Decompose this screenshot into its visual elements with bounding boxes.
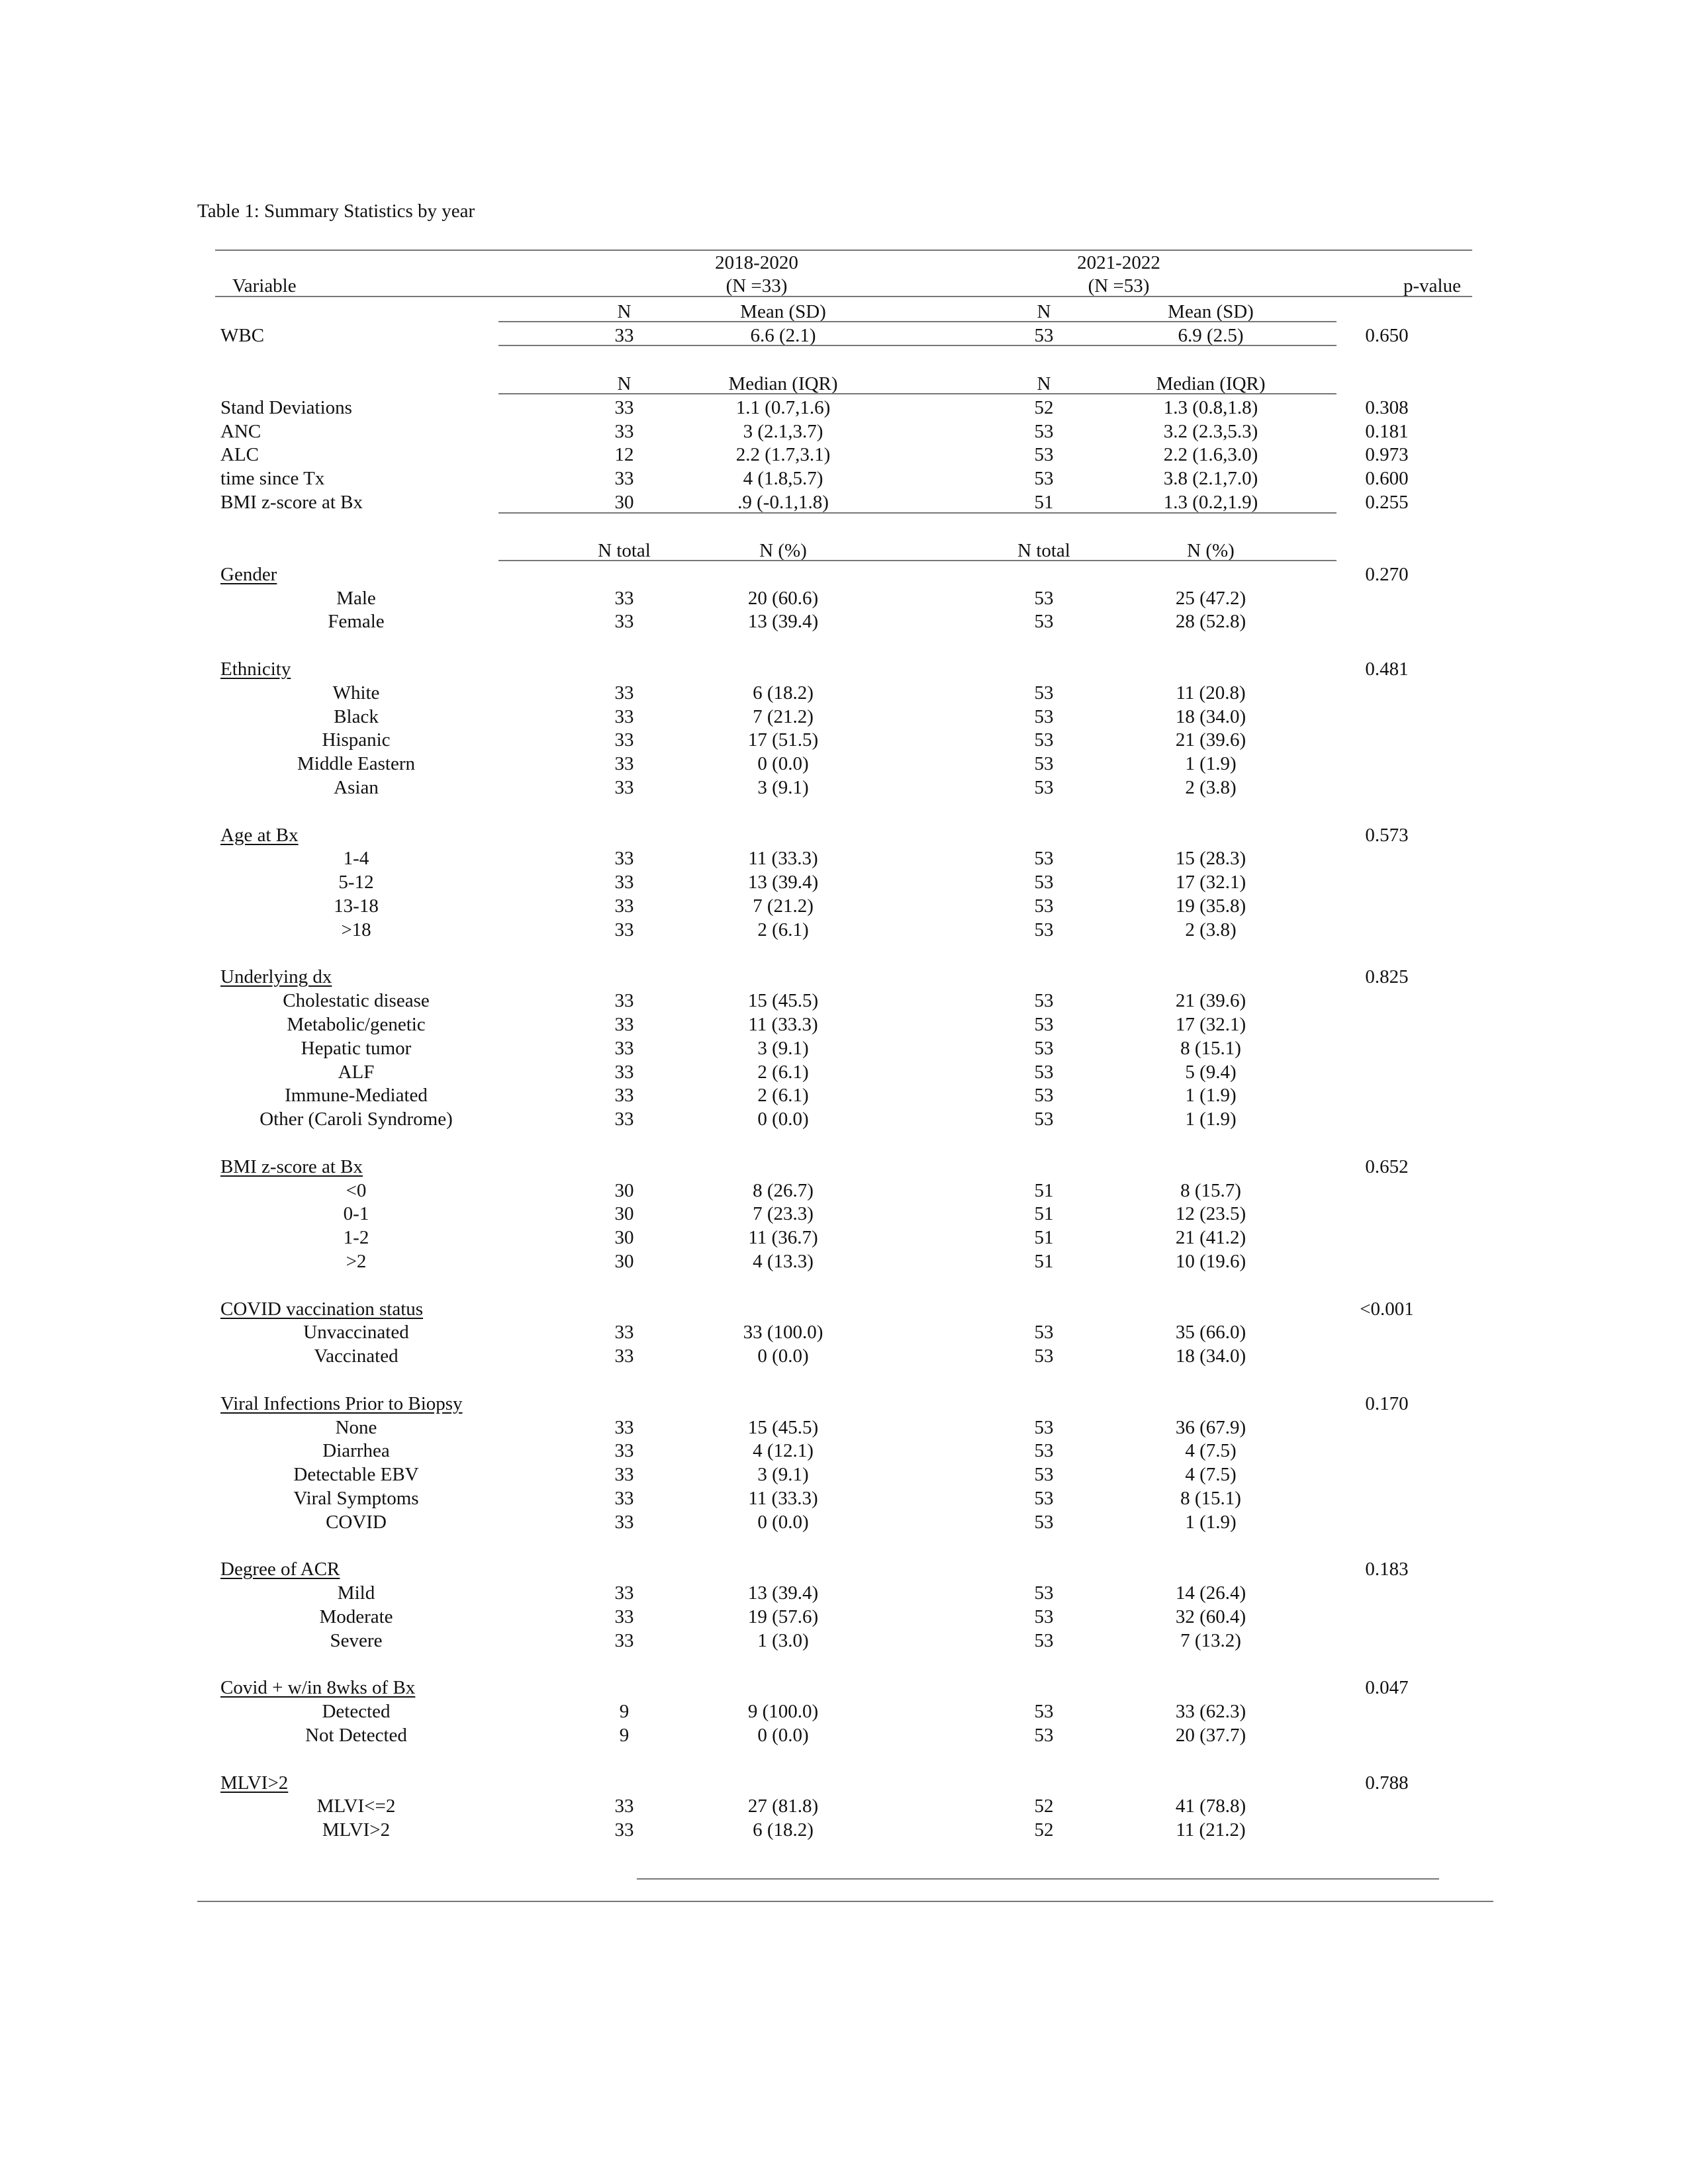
category-level-label: 5-12: [338, 872, 374, 893]
category-level-n2: 53: [1034, 1582, 1054, 1604]
header-group1-n: (N =33): [726, 275, 788, 296]
category-level-value2: 32 (60.4): [1175, 1606, 1246, 1627]
category-level-value1: 9 (100.0): [747, 1701, 819, 1723]
median-row-value2: 3.2 (2.3,5.3): [1163, 420, 1258, 442]
median-header-rule: [498, 393, 1336, 394]
category-level-value2: 21 (39.6): [1175, 729, 1246, 751]
category-level-value1: 7 (21.2): [753, 895, 814, 917]
category-level-n1: 33: [614, 1511, 634, 1533]
category-heading: Underlying dx: [220, 966, 332, 988]
category-pvalue: 0.170: [1365, 1392, 1409, 1414]
category-level-label: Detected: [322, 1701, 391, 1723]
category-level-label: Vaccinated: [314, 1345, 399, 1367]
category-level-label: None: [335, 1416, 377, 1438]
category-level-value1: 19 (57.6): [747, 1606, 819, 1627]
category-level-value1: 4 (12.1): [753, 1440, 814, 1462]
category-level-value2: 2 (3.8): [1185, 777, 1237, 798]
category-level-n1: 33: [614, 753, 634, 775]
category-level-n1: 33: [614, 1488, 634, 1509]
mean-row-n2: 53: [1034, 324, 1054, 346]
category-level-value1: 4 (13.3): [753, 1251, 814, 1272]
category-pvalue: <0.001: [1360, 1298, 1414, 1320]
cat-header-stat1: N (%): [759, 540, 807, 561]
median-row-value2: 2.2 (1.6,3.0): [1163, 444, 1258, 466]
category-level-n2: 53: [1034, 1109, 1054, 1130]
header-variable: Variable: [232, 275, 297, 296]
category-level-label: Metabolic/genetic: [287, 1014, 426, 1035]
cat-header-n1: N total: [598, 540, 651, 561]
category-level-n1: 33: [614, 1109, 634, 1130]
category-level-value2: 33 (62.3): [1175, 1701, 1246, 1723]
cat-header-stat2: N (%): [1187, 540, 1235, 561]
category-level-n1: 33: [614, 587, 634, 609]
category-level-n1: 33: [614, 895, 634, 917]
median-row-n2: 52: [1034, 396, 1054, 418]
category-level-label: 0-1: [343, 1203, 369, 1225]
category-level-value1: 13 (39.4): [747, 611, 819, 633]
median-header-stat1: Median (IQR): [728, 373, 838, 394]
category-level-value2: 8 (15.7): [1180, 1179, 1241, 1201]
category-level-n2: 53: [1034, 705, 1054, 727]
cat-header-n2: N total: [1017, 540, 1070, 561]
category-heading: Degree of ACR: [220, 1559, 340, 1580]
category-level-value2: 12 (23.5): [1175, 1203, 1246, 1225]
category-level-n2: 51: [1034, 1227, 1054, 1249]
category-level-n2: 51: [1034, 1203, 1054, 1225]
category-level-n1: 30: [614, 1251, 634, 1272]
category-level-label: Viral Symptoms: [293, 1488, 419, 1509]
category-level-n2: 53: [1034, 1725, 1054, 1746]
mean-row-pvalue: 0.650: [1365, 324, 1409, 346]
category-level-value1: 8 (26.7): [753, 1179, 814, 1201]
category-level-value1: 0 (0.0): [757, 1109, 809, 1130]
category-level-n2: 53: [1034, 1701, 1054, 1723]
category-level-value2: 15 (28.3): [1175, 848, 1246, 870]
category-level-value2: 18 (34.0): [1175, 1345, 1246, 1367]
median-row-label: BMI z-score at Bx: [220, 492, 363, 513]
category-level-value1: 7 (23.3): [753, 1203, 814, 1225]
category-level-value2: 17 (32.1): [1175, 872, 1246, 893]
category-level-n2: 53: [1034, 1345, 1054, 1367]
category-level-value1: 13 (39.4): [747, 1582, 819, 1604]
category-level-n2: 53: [1034, 777, 1054, 798]
category-heading: Age at Bx: [220, 824, 299, 846]
category-level-label: Unvaccinated: [303, 1322, 409, 1343]
category-level-value2: 41 (78.8): [1175, 1796, 1246, 1817]
category-pvalue: 0.573: [1365, 824, 1409, 846]
median-row-pvalue: 0.600: [1365, 468, 1409, 490]
category-level-label: White: [332, 682, 380, 704]
category-pvalue: 0.270: [1365, 563, 1409, 585]
category-level-label: Other (Caroli Syndrome): [259, 1109, 453, 1130]
category-heading: Covid + w/in 8wks of Bx: [220, 1677, 416, 1699]
category-level-value2: 17 (32.1): [1175, 1014, 1246, 1035]
category-heading: Viral Infections Prior to Biopsy: [220, 1392, 463, 1414]
category-level-value1: 3 (9.1): [757, 1037, 809, 1059]
category-level-n1: 33: [614, 1796, 634, 1817]
category-level-label: Diarrhea: [322, 1440, 390, 1462]
category-level-value2: 8 (15.1): [1180, 1488, 1241, 1509]
mean-header-rule: [498, 321, 1336, 322]
category-level-n1: 33: [614, 1582, 634, 1604]
category-level-n1: 9: [619, 1701, 630, 1723]
category-level-value2: 28 (52.8): [1175, 611, 1246, 633]
category-level-value2: 5 (9.4): [1185, 1061, 1237, 1083]
category-level-value2: 2 (3.8): [1185, 919, 1237, 940]
category-level-value2: 35 (66.0): [1175, 1322, 1246, 1343]
category-level-n2: 53: [1034, 729, 1054, 751]
median-row-value2: 1.3 (0.2,1.9): [1163, 492, 1258, 513]
category-level-value1: 17 (51.5): [747, 729, 819, 751]
category-pvalue: 0.183: [1365, 1559, 1409, 1580]
category-level-n2: 53: [1034, 1464, 1054, 1486]
cat-header-rule: [498, 560, 1336, 561]
category-level-value1: 2 (6.1): [757, 1085, 809, 1107]
header-group2-n: (N =53): [1088, 275, 1150, 296]
category-heading: BMI z-score at Bx: [220, 1156, 363, 1177]
category-level-value2: 1 (1.9): [1185, 1511, 1237, 1533]
category-level-value1: 0 (0.0): [757, 753, 809, 775]
category-level-value2: 14 (26.4): [1175, 1582, 1246, 1604]
category-level-n2: 53: [1034, 895, 1054, 917]
category-heading: Ethnicity: [220, 659, 291, 680]
mean-row-value2: 6.9 (2.5): [1178, 324, 1244, 346]
median-row-n1: 30: [614, 492, 634, 513]
median-row-value1: 4 (1.8,5.7): [743, 468, 823, 490]
median-bottom-rule: [498, 512, 1336, 514]
category-level-label: >2: [346, 1251, 367, 1272]
mean-row-n1: 33: [614, 324, 634, 346]
category-level-n2: 53: [1034, 1629, 1054, 1651]
category-pvalue: 0.788: [1365, 1772, 1409, 1794]
category-level-value2: 10 (19.6): [1175, 1251, 1246, 1272]
category-level-n1: 30: [614, 1179, 634, 1201]
category-level-value1: 13 (39.4): [747, 872, 819, 893]
category-level-n2: 53: [1034, 1440, 1054, 1462]
category-level-n2: 53: [1034, 1488, 1054, 1509]
category-level-value1: 0 (0.0): [757, 1511, 809, 1533]
table-bottom-rule: [197, 1901, 1493, 1902]
category-level-label: Hepatic tumor: [301, 1037, 412, 1059]
category-level-label: MLVI>2: [322, 1819, 391, 1841]
category-level-label: >18: [341, 919, 371, 940]
category-level-label: 13-18: [334, 895, 379, 917]
category-level-n1: 33: [614, 1085, 634, 1107]
category-level-n1: 33: [614, 611, 634, 633]
mean-header-n2: N: [1037, 301, 1051, 322]
mean-row-value1: 6.6 (2.1): [750, 324, 816, 346]
category-level-label: Moderate: [319, 1606, 393, 1627]
category-level-n2: 53: [1034, 872, 1054, 893]
median-row-value2: 3.8 (2.1,7.0): [1163, 468, 1258, 490]
category-level-value1: 11 (33.3): [748, 848, 818, 870]
category-level-n1: 33: [614, 1606, 634, 1627]
header-bottom-rule: [215, 296, 1472, 297]
category-level-label: MLVI<=2: [316, 1796, 396, 1817]
category-level-value1: 2 (6.1): [757, 1061, 809, 1083]
category-level-label: 1-4: [343, 848, 369, 870]
category-level-n1: 33: [614, 682, 634, 704]
category-level-value2: 4 (7.5): [1185, 1464, 1237, 1486]
category-level-n2: 53: [1034, 1416, 1054, 1438]
mean-row-rule: [498, 345, 1336, 346]
category-level-value1: 15 (45.5): [747, 990, 819, 1012]
category-level-label: ALF: [338, 1061, 375, 1083]
category-level-n1: 33: [614, 1061, 634, 1083]
median-row-pvalue: 0.181: [1365, 420, 1409, 442]
median-row-value1: 3 (2.1,3.7): [743, 420, 823, 442]
median-row-value2: 1.3 (0.8,1.8): [1163, 396, 1258, 418]
category-level-value1: 7 (21.2): [753, 705, 814, 727]
category-level-label: Asian: [334, 777, 379, 798]
category-level-value2: 4 (7.5): [1185, 1440, 1237, 1462]
category-level-value1: 3 (9.1): [757, 1464, 809, 1486]
category-level-value1: 20 (60.6): [747, 587, 819, 609]
median-row-n1: 33: [614, 396, 634, 418]
category-level-value2: 8 (15.1): [1180, 1037, 1241, 1059]
category-level-n2: 51: [1034, 1179, 1054, 1201]
median-header-stat2: Median (IQR): [1156, 373, 1266, 394]
category-level-value2: 11 (20.8): [1176, 682, 1246, 704]
category-level-value2: 1 (1.9): [1185, 1109, 1237, 1130]
category-level-value2: 1 (1.9): [1185, 753, 1237, 775]
category-heading: MLVI>2: [220, 1772, 289, 1794]
category-level-value2: 7 (13.2): [1180, 1629, 1241, 1651]
median-row-n2: 53: [1034, 420, 1054, 442]
category-level-value2: 20 (37.7): [1175, 1725, 1246, 1746]
mean-header-stat1: Mean (SD): [740, 301, 826, 322]
category-level-n1: 30: [614, 1227, 634, 1249]
category-level-n1: 33: [614, 1345, 634, 1367]
category-level-n1: 33: [614, 1629, 634, 1651]
category-level-n1: 33: [614, 729, 634, 751]
median-row-pvalue: 0.308: [1365, 396, 1409, 418]
median-row-value1: .9 (-0.1,1.8): [737, 492, 829, 513]
category-level-value2: 21 (39.6): [1175, 990, 1246, 1012]
median-row-n1: 12: [614, 444, 634, 466]
median-row-n2: 51: [1034, 492, 1054, 513]
median-row-n2: 53: [1034, 468, 1054, 490]
median-row-label: ALC: [220, 444, 259, 466]
category-level-n2: 53: [1034, 1037, 1054, 1059]
category-level-n1: 33: [614, 872, 634, 893]
category-level-n2: 53: [1034, 990, 1054, 1012]
category-level-n2: 52: [1034, 1796, 1054, 1817]
category-level-n1: 33: [614, 1014, 634, 1035]
category-pvalue: 0.481: [1365, 659, 1409, 680]
mean-row-label: WBC: [220, 324, 265, 346]
table-title: Table 1: Summary Statistics by year: [197, 201, 475, 222]
category-level-label: 1-2: [343, 1227, 369, 1249]
category-level-n2: 53: [1034, 1606, 1054, 1627]
header-group1-years: 2018-2020: [715, 252, 798, 273]
category-level-label: Severe: [330, 1629, 383, 1651]
median-row-n1: 33: [614, 420, 634, 442]
category-level-label: Immune-Mediated: [285, 1085, 428, 1107]
category-level-label: Detectable EBV: [293, 1464, 419, 1486]
median-row-label: Stand Deviations: [220, 396, 352, 418]
category-pvalue: 0.652: [1365, 1156, 1409, 1177]
category-level-label: Hispanic: [322, 729, 391, 751]
category-level-n2: 53: [1034, 848, 1054, 870]
median-header-n1: N: [617, 373, 632, 394]
category-level-value1: 0 (0.0): [757, 1345, 809, 1367]
category-level-n2: 53: [1034, 682, 1054, 704]
category-level-label: Middle Eastern: [297, 753, 415, 775]
category-pvalue: 0.047: [1365, 1677, 1409, 1699]
median-row-n1: 33: [614, 468, 634, 490]
category-level-n1: 33: [614, 1322, 634, 1343]
table-inner-bottom-rule: [637, 1878, 1439, 1880]
category-level-label: <0: [346, 1179, 367, 1201]
category-level-label: Mild: [337, 1582, 375, 1604]
mean-header-stat2: Mean (SD): [1168, 301, 1254, 322]
category-level-value1: 2 (6.1): [757, 919, 809, 940]
category-level-value2: 11 (21.2): [1176, 1819, 1246, 1841]
median-row-label: ANC: [220, 420, 261, 442]
category-level-value2: 1 (1.9): [1185, 1085, 1237, 1107]
category-level-label: COVID: [326, 1511, 387, 1533]
category-level-n1: 33: [614, 1464, 634, 1486]
category-level-n2: 53: [1034, 919, 1054, 940]
category-level-n2: 53: [1034, 1085, 1054, 1107]
category-level-n1: 33: [614, 848, 634, 870]
median-row-pvalue: 0.255: [1365, 492, 1409, 513]
category-level-value2: 36 (67.9): [1175, 1416, 1246, 1438]
median-row-value1: 2.2 (1.7,3.1): [735, 444, 831, 466]
category-level-n1: 33: [614, 777, 634, 798]
category-level-label: Cholestatic disease: [283, 990, 430, 1012]
category-level-n2: 53: [1034, 1014, 1054, 1035]
category-level-n2: 53: [1034, 1061, 1054, 1083]
category-level-n1: 33: [614, 919, 634, 940]
category-level-n2: 52: [1034, 1819, 1054, 1841]
mean-header-n1: N: [617, 301, 632, 322]
category-level-n2: 53: [1034, 1511, 1054, 1533]
category-level-value1: 11 (33.3): [748, 1014, 818, 1035]
median-row-value1: 1.1 (0.7,1.6): [735, 396, 831, 418]
table-top-rule: [215, 250, 1472, 251]
category-level-n1: 9: [619, 1725, 630, 1746]
median-header-n2: N: [1037, 373, 1051, 394]
category-level-n1: 33: [614, 990, 634, 1012]
category-level-n1: 33: [614, 1037, 634, 1059]
category-level-value1: 15 (45.5): [747, 1416, 819, 1438]
median-row-n2: 53: [1034, 444, 1054, 466]
category-level-value2: 25 (47.2): [1175, 587, 1246, 609]
category-level-n1: 33: [614, 1416, 634, 1438]
category-level-value2: 19 (35.8): [1175, 895, 1246, 917]
category-level-n2: 53: [1034, 753, 1054, 775]
category-level-n2: 53: [1034, 611, 1054, 633]
category-pvalue: 0.825: [1365, 966, 1409, 988]
category-level-value1: 1 (3.0): [757, 1629, 809, 1651]
category-level-value1: 3 (9.1): [757, 777, 809, 798]
category-level-value1: 0 (0.0): [757, 1725, 809, 1746]
category-heading: Gender: [220, 563, 277, 585]
category-level-value1: 33 (100.0): [743, 1322, 823, 1343]
header-pvalue: p-value: [1403, 275, 1461, 296]
category-level-value1: 27 (81.8): [747, 1796, 819, 1817]
category-level-n1: 33: [614, 705, 634, 727]
category-level-n2: 53: [1034, 587, 1054, 609]
category-level-n2: 53: [1034, 1322, 1054, 1343]
category-level-label: Black: [334, 705, 379, 727]
category-level-label: Female: [328, 611, 385, 633]
category-level-n1: 30: [614, 1203, 634, 1225]
median-row-label: time since Tx: [220, 468, 325, 490]
category-level-n1: 33: [614, 1440, 634, 1462]
category-level-value1: 11 (36.7): [748, 1227, 818, 1249]
median-row-pvalue: 0.973: [1365, 444, 1409, 466]
category-level-value1: 6 (18.2): [753, 1819, 814, 1841]
category-level-value2: 21 (41.2): [1175, 1227, 1246, 1249]
category-level-n2: 51: [1034, 1251, 1054, 1272]
category-level-value2: 18 (34.0): [1175, 705, 1246, 727]
category-level-value1: 11 (33.3): [748, 1488, 818, 1509]
category-level-value1: 6 (18.2): [753, 682, 814, 704]
category-level-n1: 33: [614, 1819, 634, 1841]
category-level-label: Male: [336, 587, 376, 609]
category-heading: COVID vaccination status: [220, 1298, 424, 1320]
header-group2-years: 2021-2022: [1077, 252, 1160, 273]
category-level-label: Not Detected: [305, 1725, 407, 1746]
